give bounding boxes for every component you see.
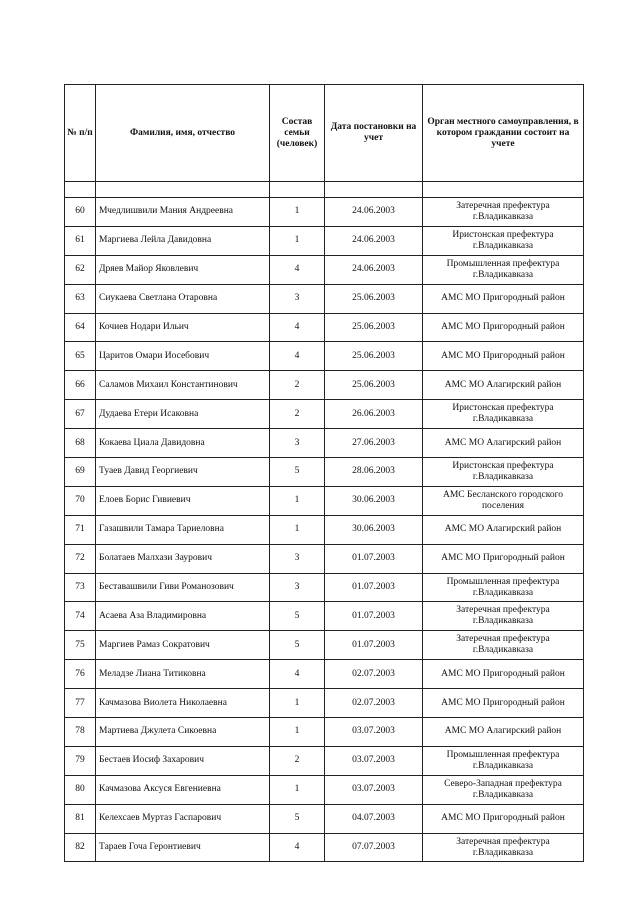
registering-authority: Северо-Западная префектура г.Владикавказа [423,775,584,804]
table-row [65,689,584,718]
registration-date: 26.06.2003 [325,400,423,429]
family-size: 4 [270,833,325,862]
spacer-cell [423,182,584,198]
spacer-cell [96,182,270,198]
row-number: 70 [65,486,96,515]
registering-authority: АМС МО Пригородный район [423,544,584,573]
row-number: 61 [65,226,96,255]
row-number: 72 [65,544,96,573]
table-row [65,746,584,775]
spacer-cell [270,182,325,198]
family-size: 5 [270,631,325,660]
person-name: Саламов Михаил Константинович [96,371,270,400]
family-size: 1 [270,775,325,804]
person-name: Келехсаев Муртаз Гаспарович [96,804,270,833]
registering-authority: АМС МО Алагирский район [423,718,584,747]
table-body [65,198,584,862]
header-org: Орган местного самоуправления, в котором граждании состоит на учете [423,85,584,182]
registration-date: 01.07.2003 [325,544,423,573]
registration-date: 25.06.2003 [325,284,423,313]
family-size: 4 [270,255,325,284]
header-family: Состав семьи (человек) [270,85,325,182]
family-size: 4 [270,342,325,371]
row-number: 60 [65,198,96,227]
person-name: Беставашвили Гиви Романозович [96,573,270,602]
row-number: 75 [65,631,96,660]
table-row [65,660,584,689]
row-number: 80 [65,775,96,804]
registration-date: 25.06.2003 [325,371,423,400]
registration-date: 25.06.2003 [325,313,423,342]
person-name: Маргиева Лейла Давидовна [96,226,270,255]
person-name: Бестаев Иосиф Захарович [96,746,270,775]
table-row [65,226,584,255]
person-name: Мартиева Джулета Сикоевна [96,718,270,747]
registering-authority: Затеречная префектура г.Владикавказа [423,833,584,862]
table-row [65,486,584,515]
family-size: 1 [270,226,325,255]
registration-date: 30.06.2003 [325,486,423,515]
family-size: 2 [270,400,325,429]
row-number: 82 [65,833,96,862]
registration-date: 25.06.2003 [325,342,423,371]
registering-authority: АМС МО Пригородный район [423,313,584,342]
row-number: 73 [65,573,96,602]
row-number: 81 [65,804,96,833]
family-size: 5 [270,458,325,487]
table-row [65,342,584,371]
registering-authority: АМС МО Пригородный район [423,660,584,689]
header-date: Дата постановки на учет [325,85,423,182]
row-number: 64 [65,313,96,342]
registration-date: 03.07.2003 [325,718,423,747]
table-row [65,775,584,804]
registering-authority: Промышленная префектура г.Владикавказа [423,255,584,284]
row-number: 71 [65,515,96,544]
spacer-cell [65,182,96,198]
row-number: 68 [65,429,96,458]
table-row [65,198,584,227]
registration-date: 01.07.2003 [325,573,423,602]
table-row [65,833,584,862]
person-name: Елоев Борис Гивиевич [96,486,270,515]
table-row [65,544,584,573]
registering-authority: Промышленная префектура г.Владикавказа [423,746,584,775]
registration-date: 03.07.2003 [325,775,423,804]
person-name: Сиукаева Светлана Отаровна [96,284,270,313]
registering-authority: АМС МО Алагирский район [423,371,584,400]
person-name: Болатаев Малхази Заурович [96,544,270,573]
person-name: Качмазова Виолета Николаевна [96,689,270,718]
family-size: 1 [270,486,325,515]
family-size: 3 [270,544,325,573]
row-number: 65 [65,342,96,371]
registering-authority: Иристонская префектура г.Владикавказа [423,226,584,255]
person-name: Царитов Омари Иосебович [96,342,270,371]
registering-authority: Промышленная префектура г.Владикавказа [423,573,584,602]
family-size: 5 [270,804,325,833]
family-size: 1 [270,198,325,227]
person-name: Мчедлишвили Мания Андреевна [96,198,270,227]
row-number: 69 [65,458,96,487]
registration-date: 27.06.2003 [325,429,423,458]
person-name: Кокаева Циала Давидовна [96,429,270,458]
row-number: 63 [65,284,96,313]
table-row [65,400,584,429]
person-name: Меладзе Лиана Титиковна [96,660,270,689]
person-name: Туаев Давид Георгиевич [96,458,270,487]
registering-authority: Иристонская префектура г.Владикавказа [423,400,584,429]
header-name: Фамилия, имя, отчество [96,85,270,182]
row-number: 76 [65,660,96,689]
registering-authority: Затеречная префектура г.Владикавказа [423,198,584,227]
person-name: Кочиев Нодари Ильич [96,313,270,342]
row-number: 67 [65,400,96,429]
registration-date: 01.07.2003 [325,602,423,631]
registration-date: 24.06.2003 [325,255,423,284]
header-num: № п/п [65,85,96,182]
person-name: Асаева Аза Владимировна [96,602,270,631]
family-size: 1 [270,718,325,747]
person-name: Дряев Майор Яковлевич [96,255,270,284]
registration-date: 30.06.2003 [325,515,423,544]
spacer-row [65,182,584,198]
family-size: 5 [270,602,325,631]
registering-authority: АМС МО Пригородный район [423,284,584,313]
family-size: 3 [270,573,325,602]
family-size: 3 [270,429,325,458]
registration-date: 28.06.2003 [325,458,423,487]
registering-authority: АМС МО Алагирский район [423,515,584,544]
table-row [65,371,584,400]
family-size: 1 [270,515,325,544]
person-name: Качмазова Аксуся Евгениевна [96,775,270,804]
registering-authority: АМС МО Пригородный район [423,342,584,371]
header-row [65,85,584,182]
table-row [65,602,584,631]
registration-date: 24.06.2003 [325,226,423,255]
family-size: 2 [270,371,325,400]
registering-authority: Иристонская префектура г.Владикавказа [423,458,584,487]
registration-date: 02.07.2003 [325,689,423,718]
table-row [65,284,584,313]
table-row [65,255,584,284]
table-row [65,429,584,458]
person-name: Маргиев Рамаз Сократович [96,631,270,660]
table-row [65,804,584,833]
person-name: Тараев Гоча Геронтиевич [96,833,270,862]
row-number: 77 [65,689,96,718]
family-size: 3 [270,284,325,313]
row-number: 66 [65,371,96,400]
registration-date: 01.07.2003 [325,631,423,660]
table-row [65,573,584,602]
person-name: Газашвили Тамара Тариеловна [96,515,270,544]
table-row [65,631,584,660]
table-row [65,515,584,544]
registering-authority: АМС Бесланского городского поселения [423,486,584,515]
registering-authority: АМС МО Алагирский район [423,429,584,458]
family-size: 1 [270,689,325,718]
registering-authority: Затеречная префектура г.Владикавказа [423,631,584,660]
family-size: 2 [270,746,325,775]
registration-date: 07.07.2003 [325,833,423,862]
row-number: 78 [65,718,96,747]
spacer-cell [325,182,423,198]
registering-authority: АМС МО Пригородный район [423,689,584,718]
family-size: 4 [270,313,325,342]
row-number: 74 [65,602,96,631]
row-number: 79 [65,746,96,775]
row-number: 62 [65,255,96,284]
table-row [65,718,584,747]
registration-date: 24.06.2003 [325,198,423,227]
registering-authority: Затеречная префектура г.Владикавказа [423,602,584,631]
registry-table [64,84,584,862]
registration-date: 02.07.2003 [325,660,423,689]
family-size: 4 [270,660,325,689]
person-name: Дудаева Етери Исаковна [96,400,270,429]
table-row [65,458,584,487]
registration-date: 04.07.2003 [325,804,423,833]
table-row [65,313,584,342]
registration-date: 03.07.2003 [325,746,423,775]
registering-authority: АМС МО Пригородный район [423,804,584,833]
